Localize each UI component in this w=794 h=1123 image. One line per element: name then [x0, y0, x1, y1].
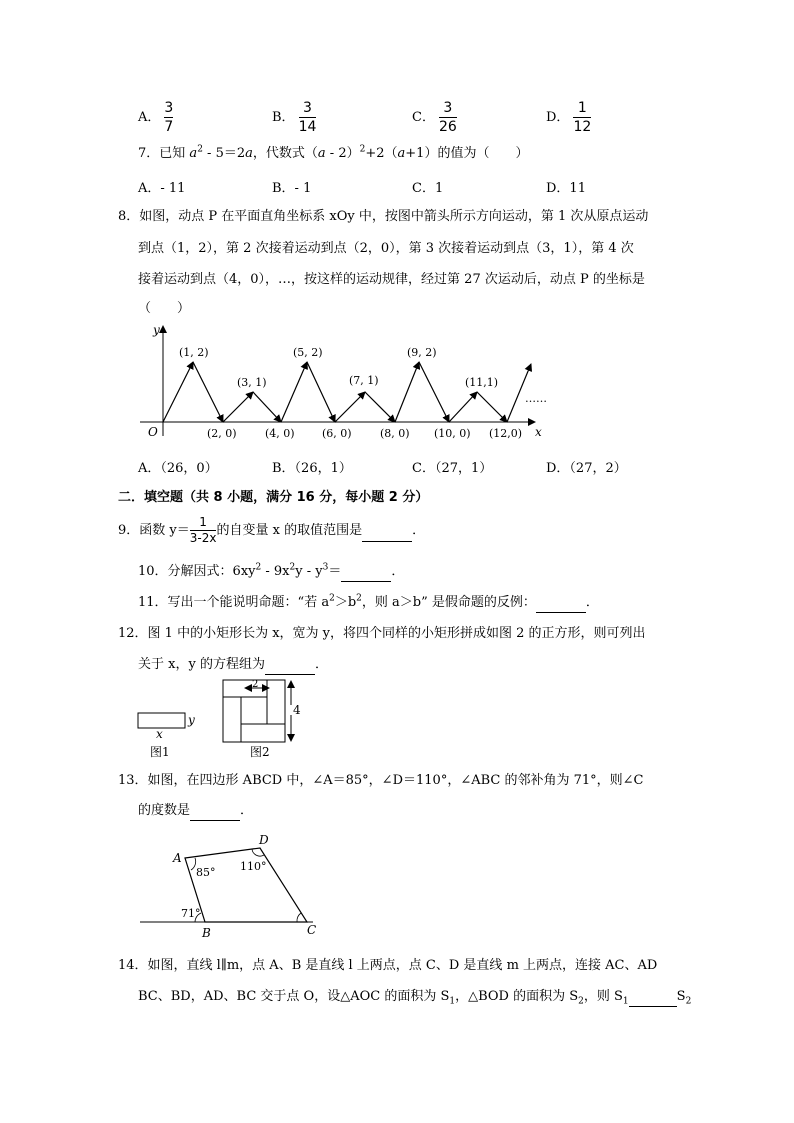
q7-option-b: B．- 1: [272, 181, 312, 196]
angle-a-value: 85°: [196, 866, 216, 879]
text: - 2）: [325, 146, 360, 161]
q9-stem: [118, 516, 425, 545]
text: ，则 S: [583, 989, 623, 1004]
question-number: 9．: [118, 523, 140, 538]
q7-option-a: A．- 11: [138, 181, 186, 196]
text: ，△BOD 的面积为 S: [455, 989, 579, 1004]
q8-line-3: 接着运动到点（4，0），…，按这样的运动规律，经过第 27 次运动后，动点 P 的坐标是: [138, 272, 645, 287]
fig1-y-label: y: [188, 713, 195, 727]
segment-8: [365, 392, 395, 422]
inner-rect-right: [267, 680, 285, 724]
q6-option-d: [546, 100, 591, 135]
subscript: 1: [622, 996, 629, 1007]
q6-option-c: [412, 100, 457, 135]
var: a: [189, 146, 198, 161]
segment-11: [449, 392, 477, 422]
text: BC、BD，AD、BC 交于点 O，设△AOC 的面积为 S: [138, 989, 450, 1004]
subscript: 1: [449, 996, 456, 1007]
option-label: D．: [546, 110, 570, 125]
numerator: 3: [443, 100, 453, 116]
answer-blank[interactable]: [190, 802, 240, 821]
question-number: 14．: [118, 958, 148, 973]
text: ．: [240, 803, 254, 818]
angle-c-arc: [297, 913, 301, 922]
text: ．: [314, 657, 328, 672]
q12-line-2: [138, 656, 328, 675]
vertex-d-label: D: [259, 833, 269, 847]
text: 图 1 中的小矩形长为 x，宽为 y，将四个同样的小矩形拼成如图 2 的正方形，则可列出: [147, 626, 646, 641]
var: a: [317, 146, 326, 161]
answer-blank[interactable]: [362, 521, 412, 542]
q8-option-a: A．（26，0）: [138, 461, 218, 476]
q13-line-1: [118, 772, 643, 790]
angle-d-value: 110°: [240, 860, 267, 873]
text: y - y: [295, 564, 323, 579]
base-label-3: (6, 0): [322, 427, 352, 440]
q13-line-2: [138, 802, 253, 821]
option-label: B．: [272, 110, 295, 125]
numerator: 3: [164, 100, 174, 116]
peak-label-2: (3, 1): [237, 376, 267, 389]
q14-line-2: [138, 988, 691, 1007]
ellipsis: ……: [525, 392, 547, 405]
denominator: 12: [573, 119, 592, 135]
vertex-b-label: B: [202, 926, 211, 940]
angle-b-value: 71°: [181, 907, 201, 920]
origin-label: O: [148, 425, 158, 439]
exp: 2: [356, 593, 362, 604]
text: 如图，在四边形 ABCD 中，∠A＝85°，∠D＝110°，∠ABC 的邻补角为 71°，则∠C: [147, 773, 644, 788]
fig1-caption: 图1: [150, 745, 170, 759]
q8-option-d: D．（27，2）: [546, 461, 627, 476]
text: +1）的值为（ ）: [405, 146, 529, 161]
text: ，则 a＞b” 是假命题的反例：: [361, 595, 536, 610]
fig1-x-label: x: [156, 727, 163, 741]
q10-stem: [138, 563, 404, 582]
text: ．: [412, 523, 426, 538]
q7-option-d: D．11: [546, 181, 586, 196]
exp: 3: [322, 562, 329, 573]
question-number: 13．: [118, 773, 148, 788]
text: 关于 x，y 的方程组为: [138, 657, 265, 672]
fraction: [573, 100, 591, 135]
exp: 2: [197, 144, 203, 155]
motion-path: [163, 362, 531, 422]
inner-rect-left: [223, 697, 241, 742]
fig2-caption: 图2: [250, 745, 270, 759]
segment-1: [163, 362, 193, 422]
subscript: 2: [578, 996, 584, 1007]
exp: 2: [255, 562, 262, 573]
q8-figure: [135, 318, 555, 448]
question-number: 8．: [118, 209, 140, 224]
text: ＞b: [334, 595, 357, 610]
figure-1: [138, 713, 195, 759]
answer-blank[interactable]: [536, 594, 586, 613]
segment-4: [253, 392, 281, 422]
peak-label-3: (5, 2): [293, 346, 323, 359]
q11-stem: [138, 594, 599, 613]
exp: 2: [329, 593, 335, 604]
q8-line-2: 到点（1，2），第 2 次接着运动到点（2，0），第 3 次接着运动到点（3，1），第 4 次: [138, 241, 634, 256]
fraction: [299, 100, 317, 135]
peak-label-5: (9, 2): [407, 346, 437, 359]
text: 函数 y＝: [139, 523, 190, 538]
fraction: [439, 100, 457, 135]
segment-5: [281, 362, 307, 422]
base-label-5: (10, 0): [434, 427, 471, 440]
segment-3: [223, 392, 253, 422]
base-label-2: (4, 0): [265, 427, 295, 440]
question-number: 10．: [138, 564, 168, 579]
q7-option-c: C．1: [412, 181, 444, 196]
question-number: 7．: [138, 146, 160, 161]
segment-2: [193, 362, 223, 422]
numerator: 1: [577, 100, 587, 116]
fraction: [190, 516, 217, 545]
text: ．: [585, 595, 599, 610]
peak-label-4: (7, 1): [349, 374, 379, 387]
q6-option-b: [272, 100, 316, 135]
vertex-a-label: A: [173, 851, 182, 865]
section-2-title: 二．填空题（共 8 小题，满分 16 分，每小题 2 分）: [118, 490, 429, 505]
option-label: A．: [138, 110, 161, 125]
text: 的度数是: [138, 803, 191, 818]
vertex-c-label: C: [307, 923, 317, 937]
q13-figure: [135, 830, 335, 940]
exp: 2: [289, 562, 296, 573]
denominator: 3-2x: [189, 531, 217, 545]
option-label: C．: [412, 110, 435, 125]
q12-figures: [135, 675, 315, 765]
text: S: [676, 989, 686, 1004]
x-axis-label: x: [535, 425, 542, 439]
numerator: 1: [199, 515, 207, 529]
text: 如图，动点 P 在平面直角坐标系 xOy 中，按图中箭头所示方向运动，第 1 次从原点运动: [139, 209, 649, 224]
denominator: 7: [164, 119, 174, 135]
text: ．: [391, 564, 405, 579]
base-labels: [207, 427, 522, 440]
text: ，代数式（: [252, 146, 318, 161]
q8-option-b: B．（26，1）: [272, 461, 352, 476]
q8-option-c: C．（27，1）: [412, 461, 493, 476]
segment-10: [419, 362, 449, 422]
peak-label-6: (11,1): [465, 376, 499, 389]
fig2-top-label: 2: [252, 679, 259, 690]
text: 分解因式：6xy: [167, 564, 256, 579]
denominator: 14: [298, 119, 317, 135]
text: 写出一个能说明命题：“若 a: [167, 595, 330, 610]
q8-line-1: [118, 208, 648, 226]
q8-line-4: （ ）: [138, 301, 191, 316]
segment-9: [395, 362, 419, 422]
exp: 2: [359, 144, 366, 155]
q12-line-1: [118, 625, 646, 643]
question-number: 12．: [118, 626, 148, 641]
question-number: 11．: [138, 595, 168, 610]
denominator: 26: [438, 119, 457, 135]
segment-12: [477, 392, 507, 422]
segment-6: [307, 362, 335, 422]
var: a: [397, 146, 406, 161]
base-label-4: (8, 0): [380, 427, 410, 440]
subscript: 2: [685, 996, 692, 1007]
numerator: 3: [303, 100, 312, 116]
text: +2（: [365, 146, 398, 161]
inner-rect-bottom: [241, 724, 285, 742]
segment-7: [335, 392, 365, 422]
answer-blank[interactable]: [629, 988, 677, 1007]
peak-labels: [179, 346, 498, 389]
base-label-1: (2, 0): [207, 427, 237, 440]
text: 的自变量 x 的取值范围是: [216, 523, 363, 538]
fraction: [164, 100, 173, 135]
text: ＝: [328, 564, 342, 579]
base-label-6: (12,0): [489, 427, 523, 440]
answer-blank[interactable]: [265, 656, 315, 675]
text: 如图，直线 l∥m，点 A、B 是直线 l 上两点，点 C、D 是直线 m 上两点，连接 AC、AD: [147, 958, 658, 973]
text: - 5＝2: [202, 146, 246, 161]
q14-line-1: [118, 957, 657, 975]
angle-a-arc: [191, 858, 196, 870]
q7-stem: [138, 145, 528, 163]
y-axis-label: y: [153, 323, 160, 337]
var: a: [245, 146, 253, 161]
q6-option-a: [138, 100, 173, 135]
small-rectangle: [138, 713, 185, 728]
fig2-side-label: 4: [293, 703, 301, 717]
answer-blank[interactable]: [341, 563, 391, 582]
peak-label-1: (1, 2): [179, 346, 209, 359]
text: 已知: [159, 146, 190, 161]
text: - 9x: [261, 564, 290, 579]
